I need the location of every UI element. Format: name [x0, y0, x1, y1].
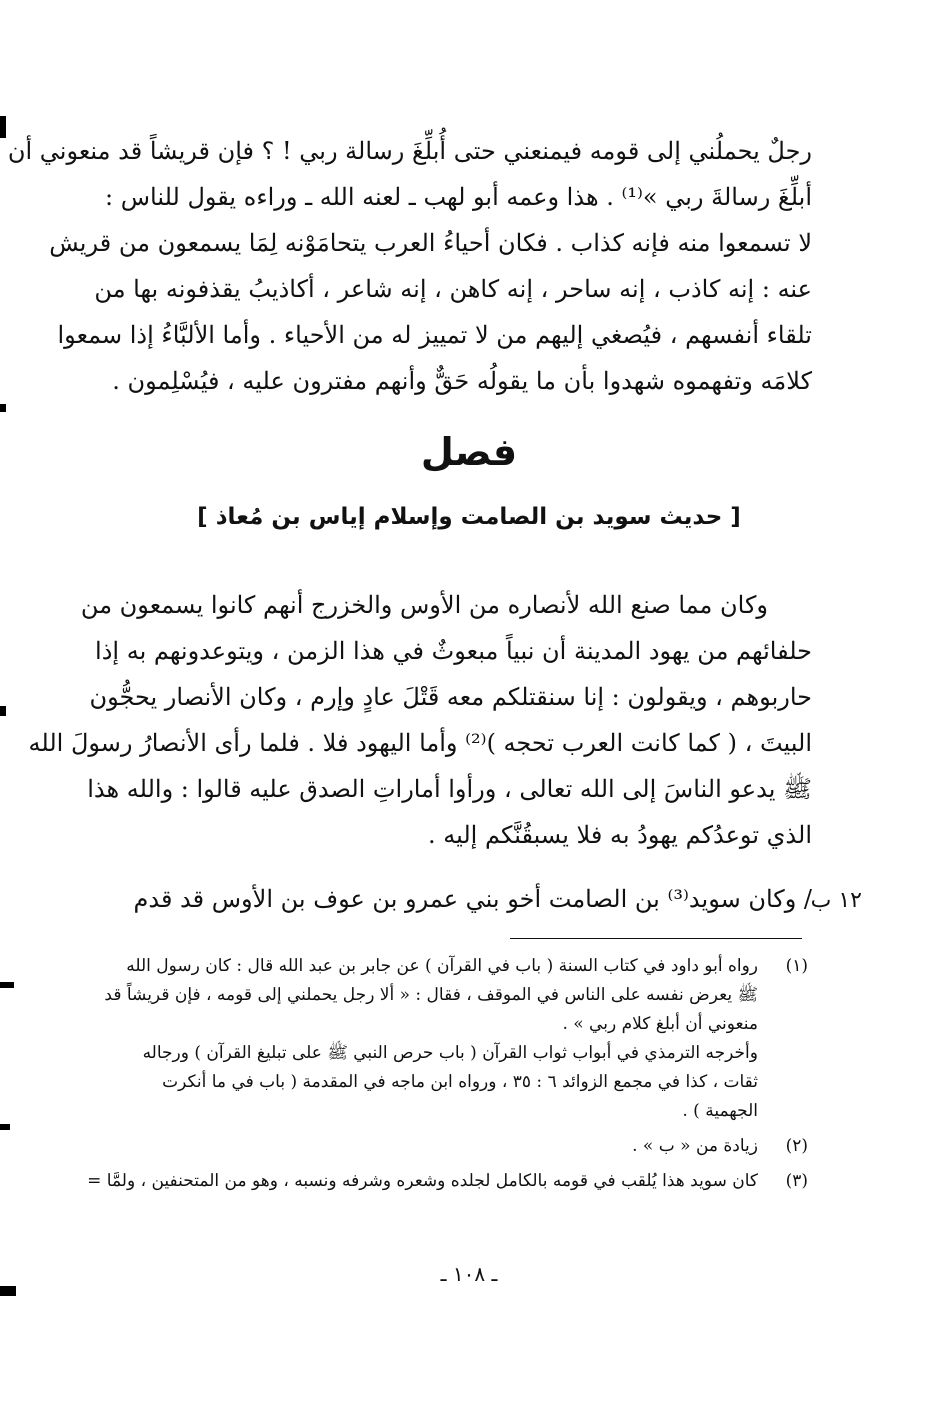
footnote-line: ﷺ يعرض نفسه على الناس في الموقف ، فقال : « ألا رجل يحملني إلى قومه ، فإن قريشاً قد: [104, 985, 758, 1005]
scan-edge-mark: [0, 404, 6, 412]
text-line: لا تسمعوا منه فإنه كذاب . فكان أحياءُ العرب يتحامَوْنه لِمَا يسمعون من قريش: [49, 229, 812, 257]
scan-edge-mark: [0, 982, 14, 988]
footnote-line: وأخرجه الترمذي في أبواب ثواب القرآن ( باب حرص النبي ﷺ على تبليغ القرآن ) ورجاله: [142, 1043, 758, 1063]
section-paragraph: [28, 582, 812, 858]
text-line: الذي توعدُكم يهودُ به فلا يسبقُنَّكم إليه .: [428, 821, 812, 849]
text-line: أبلِّغَ رسالةَ ربي »⁽¹⁾ . هذا وعمه أبو لهب ـ لعنه الله ـ وراءه يقول للناس :: [105, 183, 812, 211]
text-line: رجلٌ يحملُني إلى قومه فيمنعني حتى أُبلِّغَ رسالة ربي ! ؟ فإن قريشاً قد منعوني أن: [7, 137, 812, 165]
section-title: فصل: [420, 430, 518, 474]
scan-edge-mark: [0, 1124, 10, 1130]
footnote-line: ثقات ، كذا في مجمع الزوائد ٦ : ٣٥ ، ورواه ابن ماجه في المقدمة ( باب في ما أنكرت: [162, 1072, 758, 1092]
continuing-paragraph: [100, 876, 812, 922]
text-line: / وكان سويد⁽³⁾ بن الصامت أخو بني عمرو بن عوف بن الأوس قد قدم: [133, 885, 812, 913]
text-line: البيتَ ، ( كما كانت العرب تحجه )⁽²⁾ وأما اليهود فلا . فلما رأى الأنصارُ رسولَ الله: [28, 729, 812, 757]
footnote-line: زيادة من « ب » .: [632, 1136, 758, 1156]
footnote-line: كان سويد هذا يُلقب في قومه بالكامل لجلده وشعره وشرفه ونسبه ، وهو من المتحنفين ، ولمَّا =: [87, 1171, 758, 1191]
section-subtitle: [ حديث سويد بن الصامت وإسلام إياس بن مُعاذ ]: [197, 504, 741, 530]
text-line: تلقاء أنفسهم ، فيُصغي إليهم من لا تمييز له من الأحياء . وأما الألبَّاءُ إذا سمعوا: [57, 321, 812, 349]
footnote-line: الجهمية ) .: [682, 1101, 758, 1121]
text-line: عنه : إنه كاذب ، إنه ساحر ، إنه كاهن ، إنه شاعر ، أكاذيبُ يقذفونه بها من: [94, 275, 812, 303]
footnotes: [87, 952, 812, 1196]
footnote-text: [87, 1167, 758, 1196]
text-line: كلامَه وتفهموه شهدوا بأن ما يقولُه حَقٌّ وأنهم مفترون عليه ، فيُسْلِمون .: [112, 367, 812, 395]
footnote-text: [100, 1132, 758, 1161]
footnote-text: [100, 952, 758, 1126]
scan-edge-mark: [0, 1286, 16, 1296]
folio-margin-note: ١٢ ب: [810, 888, 862, 913]
footnote-line: رواه أبو داود في كتاب السنة ( باب في القرآن ) عن جابر بن عبد الله قال : كان رسول الله: [126, 956, 758, 976]
scan-edge-mark: [0, 116, 6, 138]
footnote-number: (٣): [785, 1171, 808, 1191]
footnote: [100, 1132, 812, 1161]
text-line: ﷺ يدعو الناسَ إلى الله تعالى ، ورأوا أماراتِ الصدق عليه قالوا : والله هذا: [87, 775, 812, 803]
opening-paragraph: [7, 128, 812, 404]
text-line: حلفائهم من يهود المدينة أن نبياً مبعوثٌ في هذا الزمن ، ويتوعدونهم به إذا: [95, 637, 812, 665]
text-line: وكان مما صنع الله لأنصاره من الأوس والخزرج أنهم كانوا يسمعون من: [80, 591, 768, 619]
footnote-number: (٢): [785, 1136, 808, 1156]
footnote: [100, 952, 812, 1126]
footnote-line: منعوني أن أبلغ كلام ربي » .: [562, 1014, 758, 1034]
footnote-divider: [510, 938, 802, 939]
footnote-number: (١): [785, 956, 808, 976]
scan-edge-mark: [0, 706, 6, 716]
page-number: ـ ١٠٨ ـ: [440, 1262, 498, 1286]
footnote: [87, 1167, 812, 1196]
text-line: حاربوهم ، ويقولون : إنا سنقتلكم معه قَتْلَ عادٍ وإرم ، وكان الأنصار يحجُّون: [89, 683, 812, 711]
